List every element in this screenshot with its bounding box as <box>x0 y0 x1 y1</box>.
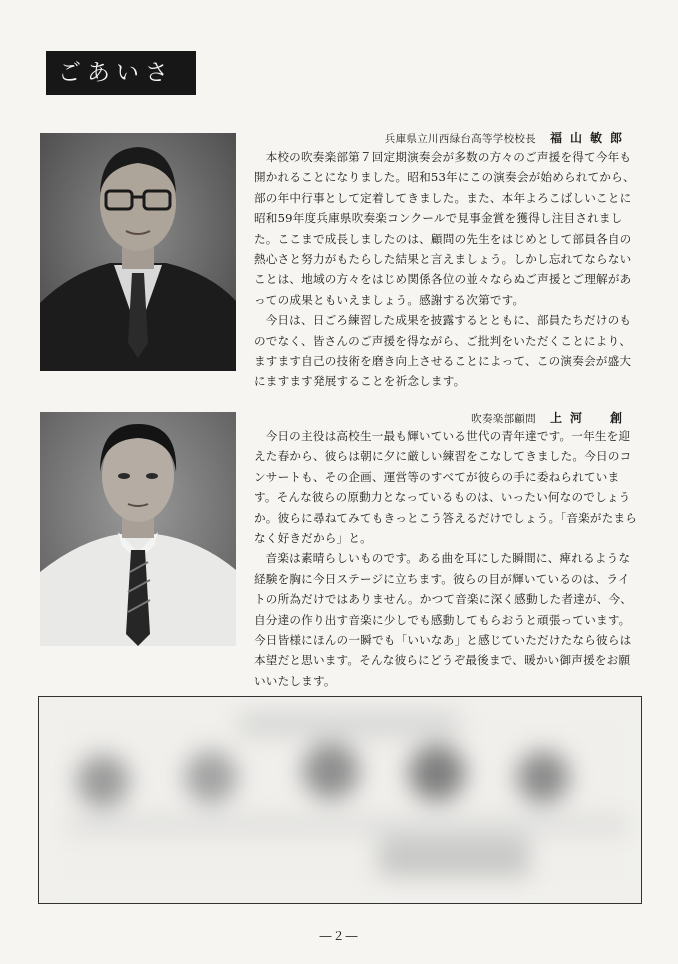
adviser-title: 吹奏楽部顧問 <box>471 413 536 425</box>
principal-name: 福山敏郎 <box>549 131 630 145</box>
adviser-paragraph: 今日の主役は高校生一最も輝いている世代の青年達です。一年生を迎えた春から、彼らは朝に夕に厳しい練習をこなしてきました。今日のコンサートも、その企画、運営等のすべてが彼らの手に委ねられています。そんな彼らの原動力となっているものは、いったい何なのでしょうか。彼らに尋ねてみてもきっとこう答えるだけでしょう。「音楽がたまらなく好きだから」と。 <box>254 429 638 546</box>
page-number: ―２― <box>319 929 359 943</box>
adviser-signature <box>471 409 630 426</box>
adviser-name: 上河 創 <box>549 411 630 425</box>
adviser-message <box>254 426 638 691</box>
principal-message <box>254 147 638 392</box>
principal-signature <box>385 129 630 146</box>
blurred-content <box>39 697 641 903</box>
principal-photo <box>40 133 236 371</box>
principal-paragraph: 今日は、日ごろ練習した成果を披露するとともに、部員たちだけのものでなく、皆さんのご声援を得ながら、ご批判をいただくことにより、ますます自己の技術を磨き向上させることによって、この演奏会が盛大にますます発展することを祈念します。 <box>254 313 632 389</box>
principal-paragraph: 本校の吹奏楽部第７回定期演奏会が多数の方々のご声援を得て今年も開かれることになりました。昭和53年にこの演奏会が始められてから、部の年中行事として定着してきました。また、本年よろこばしいことに昭和59年度兵庫県吹奏楽コンクールで見事金賞を獲得し注目されました。ここまで成長しましたのは、顧問の先生をはじめとして部員各自の熱心さと努力がもたらした結果と言えましょう。しかし忘れてならないことは、地域の方々をはじめ関係各位の並々ならぬご声援とご理解があっての成果ともいえましょう。感謝する次第です。 <box>254 150 635 307</box>
adviser-photo <box>40 412 236 646</box>
principal-title: 兵庫県立川西緑台高等学校校長 <box>384 133 536 145</box>
blurred-photo-box <box>38 696 642 904</box>
adviser-paragraph: 音楽は素晴らしいものです。ある曲を耳にした瞬間に、痺れるような経験を胸に今日ステージに立ちます。彼らの目が輝いているのは、ライトの所為だけではありません。かつて音楽に深く感動した者達が、今、自分達の作り出す音楽に少しでも感動してもらおうと頑張っています。今日皆様にほんの一瞬でも「いいなあ」と感じていただけたなら彼らは本望だと思います。そんな彼らにどうぞ最後まで、暖かい御声援をお願いいたします。 <box>254 551 633 688</box>
page-heading: ごあいさつ <box>46 51 196 95</box>
